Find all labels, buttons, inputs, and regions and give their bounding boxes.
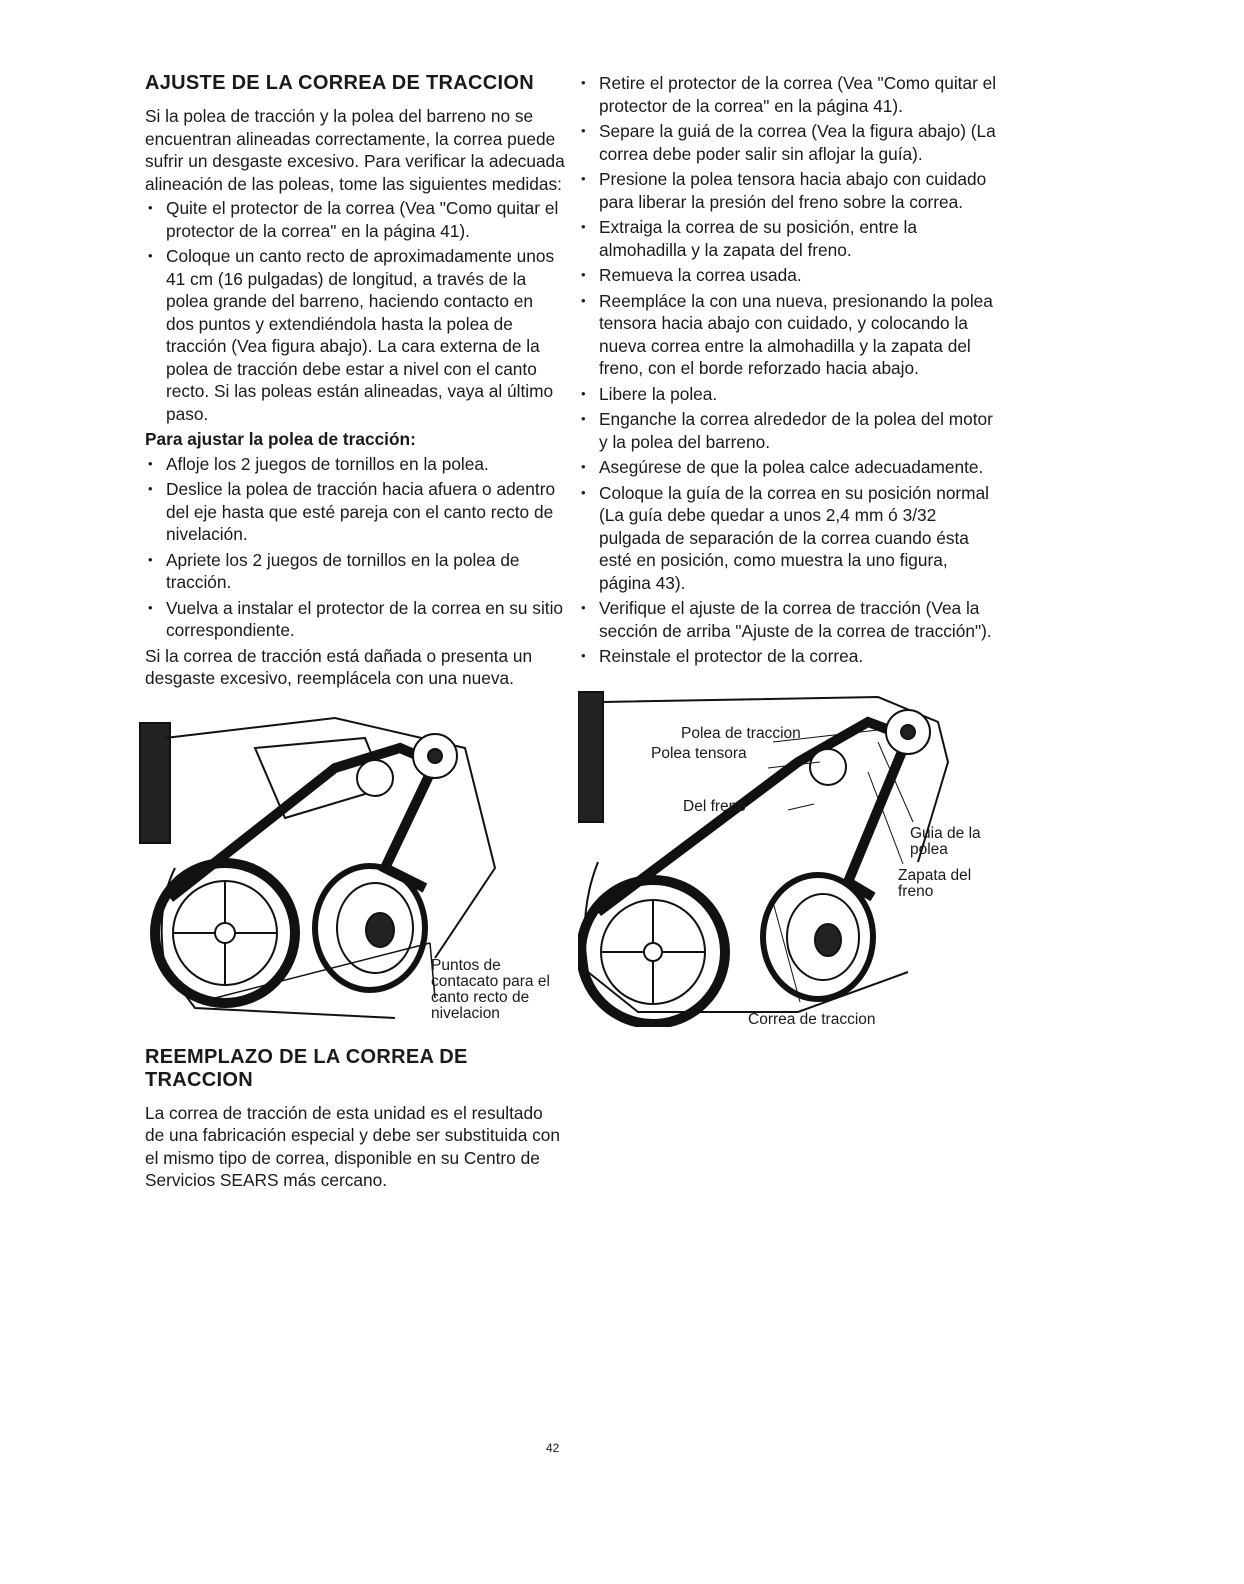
list-item: • Asegúrese de que la polea calce adecuadamente. <box>578 456 998 479</box>
brake-label: Del freno <box>683 797 746 815</box>
pulley-guide-label: Guia de la polea <box>910 824 981 858</box>
list-item: • Presione la polea tensora hacia abajo con cuidado para liberar la presión del freno sobre la correa. <box>578 168 998 213</box>
heading-belt-adjustment: AJUSTE DE LA CORREA DE TRACCION <box>145 72 534 94</box>
list-item: • Vuelva a instalar el protector de la correa en su sitio correspondiente. <box>145 597 565 642</box>
idler-pulley-label: Polea tensora <box>651 744 747 762</box>
list-item: • Deslice la polea de tracción hacia afuera o adentro del eje hasta que esté pareja con el canto recto de nivelación. <box>145 478 565 546</box>
list-item: • Afloje los 2 juegos de tornillos en la polea. <box>145 453 565 476</box>
replacement-paragraph: La correa de tracción de esta unidad es el resultado de una fabricación especial y debe ser substituida con el mismo tipo de correa, disponible en su Centro de Servicios SEARS más cercano. <box>145 1102 561 1190</box>
list-item: • Separe la guiá de la correa (Vea la figura abajo) (La correa debe poder salir sin aflojar la guía). <box>578 120 998 165</box>
closing-paragraph: Si la correa de tracción está dañada o presenta un desgaste excesivo, reemplácela con una nueva. <box>145 645 533 688</box>
contact-points-callout: Puntos de contacato para el canto recto de nivelacion <box>431 956 550 1022</box>
list-item: • Apriete los 2 juegos de tornillos en la polea de tracción. <box>145 549 565 594</box>
brake-shoe-label: Zapata del freno <box>898 866 972 900</box>
replacement-steps-list <box>578 72 998 668</box>
list-item: • Coloque un canto recto de aproximadamente unos 41 cm (16 pulgadas) de longitud, a través de la polea grande del barreno, haciendo contacto en dos puntos y extendiéndola hasta la polea de tracción (Vea figura abajo). La cara externa de la polea de tracción debe estar a nivel con el canto recto. Si las poleas están alineadas, vaya al último paso. <box>145 245 565 425</box>
list-item: • Libere la polea. <box>578 383 998 406</box>
list-item: • Reinstale el protector de la correa. <box>578 645 998 668</box>
drive-belt-label: Correa de traccion <box>748 1010 876 1028</box>
list-item: • Quite el protector de la correa (Vea "Como quitar el protector de la correa" en la página 41). <box>145 197 565 242</box>
left-column <box>145 72 565 1194</box>
page-number: 42 <box>546 1441 560 1455</box>
list-item: • Coloque la guía de la correa en su posición normal (La guía debe quedar a unos 2,4 mm ó 3/32 pulgada de separación de la correa cuando ésta esté en posición, como muestra la uno figura, página 43). <box>578 482 998 595</box>
replacement-illustration <box>578 682 998 1027</box>
list-item: • Remueva la correa usada. <box>578 264 998 287</box>
adjust-subheading: Para ajustar la polea de tracción: <box>145 429 416 449</box>
list-item: • Extraiga la correa de su posición, entre la almohadilla y la zapata del freno. <box>578 216 998 261</box>
list-item: • Reempláce la con una nueva, presionando la polea tensora hacia abajo con cuidado, y colocando la nueva correa entre la almohadilla y la zapata del freno, con el borde reforzado hacia abajo. <box>578 290 998 380</box>
check-steps-list <box>145 197 565 425</box>
list-item: • Retire el protector de la correa (Vea "Como quitar el protector de la correa" en la página 41). <box>578 72 998 117</box>
drive-pulley-label: Polea de traccion <box>681 724 801 742</box>
alignment-illustration <box>135 708 555 1038</box>
right-column <box>578 72 998 1027</box>
heading-belt-replacement: REEMPLAZO DE LA CORREA DE TRACCION <box>145 1045 468 1091</box>
list-item: • Enganche la correa alrededor de la polea del motor y la polea del barreno. <box>578 408 998 453</box>
list-item: • Verifique el ajuste de la correa de tracción (Vea la sección de arriba "Ajuste de la correa de tracción"). <box>578 597 998 642</box>
adjust-steps-list <box>145 453 565 642</box>
intro-paragraph: Si la polea de tracción y la polea del barreno no se encuentran alineadas correctamente, la correa puede sufrir un desgaste excesivo. Para verificar la adecuada alineación de las poleas, tome las siguientes medidas: <box>145 106 565 194</box>
